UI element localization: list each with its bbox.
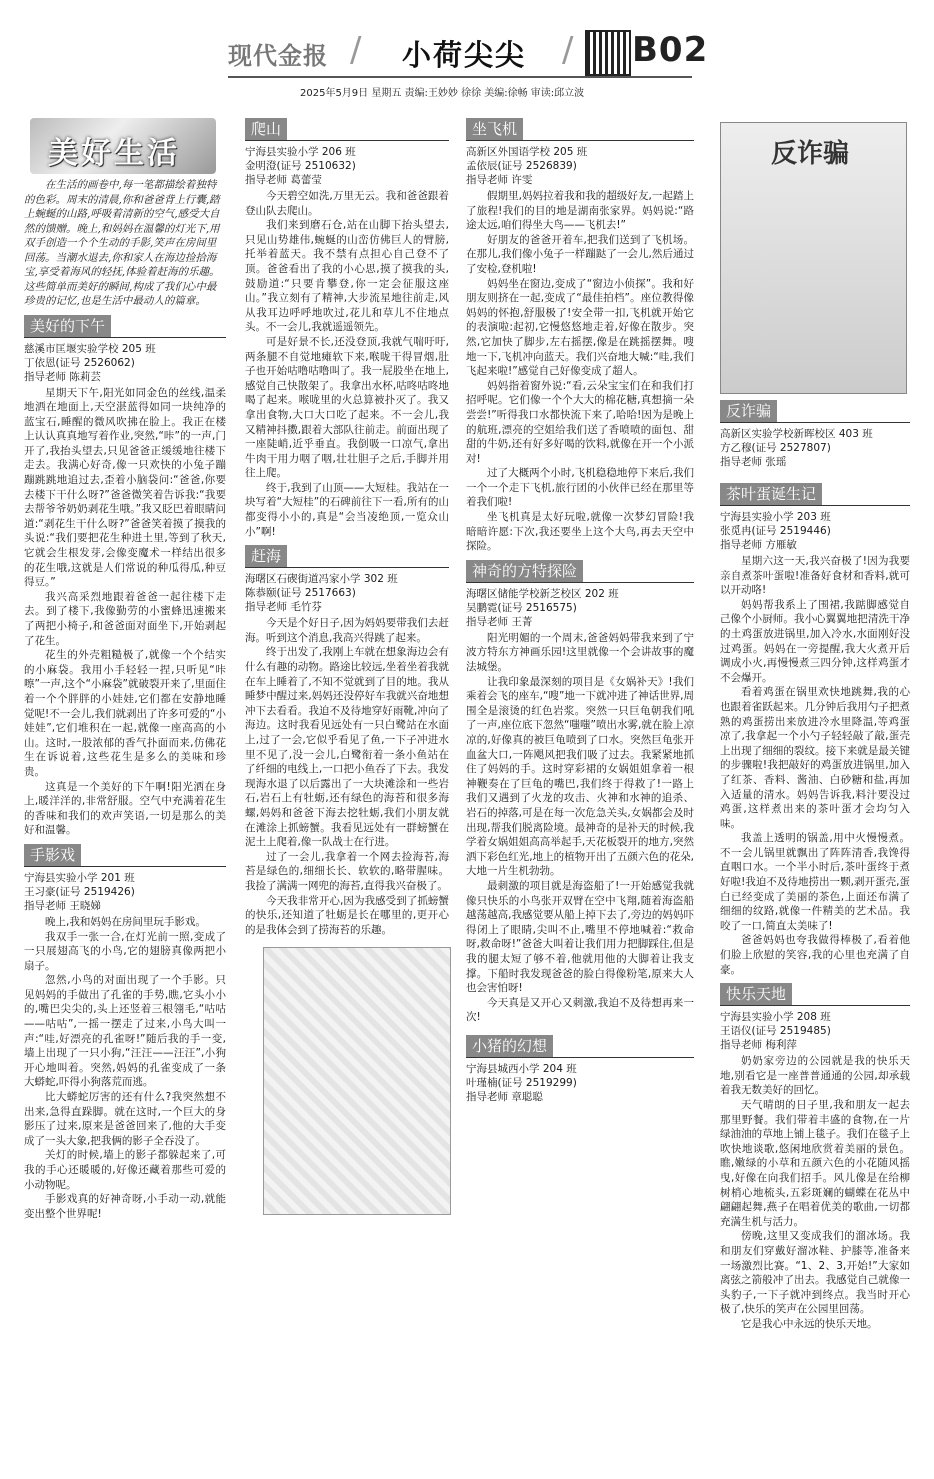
article-body	[24, 386, 226, 838]
article-body	[245, 189, 449, 539]
paragraph: 星期天下午,阳光如同金色的丝线,温柔地洒在地面上,天空湛蓝得如同一块纯净的蓝宝石,睡醒的微风吹拂在脸上。我正在楼上认认真真地写着作业,突然,“咔”的一声,门开了,我抬头望去,只见爸爸正缓缓地往楼下走去。我满心好奇,像一只欢快的小兔子蹦蹦跳跳地追过去,歪着小脑袋问:“爸爸,你要去楼下干什么呀?”爸爸微笑着告诉我:“我要去帮爷爷奶奶剥花生哦。”我又眨巴着眼睛问道:“剥花生干什么呀?”爸爸笑着摸了摸我的头说:“我们要把花生种进土里,等到了秋天,它就会生根发芽,会像变魔术一样结出很多的花生哦,这就是人们常说的种瓜得瓜,种豆得豆。”	[24, 386, 226, 589]
article-title-bar	[245, 118, 449, 141]
paragraph: 好朋友的爸爸开着车,把我们送到了飞机场。在那儿,我们像小兔子一样蹦跶了一会儿,然后通过了安检,登机啦!	[466, 233, 694, 275]
paragraph: 看着鸡蛋在锅里欢快地跳舞,我的心也跟着雀跃起来。几分钟后我用勺子把煮熟的鸡蛋捞出来放进冷水里降温,等鸡蛋凉了,我拿起一个小勺子轻轻敲了敲,蛋壳上出现了细细的裂纹。接下来就是最关键的步骤啦!我把敲好的鸡蛋放进锅里,加入了红茶、香料、酱油、白砂糖和盐,再加入适量的清水。妈妈告诉我,料汁要没过鸡蛋,这样煮出来的茶叶蛋才会均匀入味。	[720, 686, 910, 830]
column-2	[245, 118, 449, 1225]
article-author: 方乙穆(证号 2527807)	[720, 442, 831, 454]
paragraph: 我们来到磨石仓,站在山脚下抬头望去,只见山势雄伟,蜿蜒的山峦仿佛巨人的臂膀,托举着蓝天。我不禁有点担心自己登不了顶。爸爸看出了我的小心思,摸了摸我的头,鼓励道:“只要肯攀登,你一定会征服这座山。”我立刻有了精神,大步流星地往前走,风从我耳边呼呼地吹过,花儿和草儿不住地点头。不一会儿,我就遥遥领先。	[245, 219, 449, 334]
paragraph: 傍晚,这里又变成我们的溜冰场。我和朋友们穿戴好溜冰鞋、护膝等,准备来一场激烈比赛。“1、2、3,开始!”大家如离弦之箭般冲了出去。我感觉自己就像一头豹子,一下子就冲到终点。我当时开心极了,快乐的笑声在公园里回荡。	[720, 1230, 910, 1316]
paragraph: 终于出发了,我刚上车就在想象海边会有什么有趣的动物。路途比较远,坐着坐着我就在车上睡着了,不知不觉就到了目的地。我从睡梦中醒过来,妈妈还没停好车我就兴奋地想冲下去看看。我迫不及待地穿好雨靴,冲向了海边。这时我看见远处有一只白鹭站在水面上,过了一会,它似乎看见了鱼,一下子冲进水里不见了,没一会儿,白鹭衔着一条小鱼站在了纤细的电线上,一口把小鱼吞了下去。我发现海水退了以后露出了一大块滩涂和一些岩石,岩石上有牡蛎,还有绿色的海苔和很多海螺,妈妈和爸爸下海去挖牡蛎,我们小朋友就在滩涂上抓螃蟹。我看见远处有一群螃蟹在泥土上爬着,像一队战士在行进。	[245, 646, 449, 849]
paragraph: 这真是一个美好的下午啊!阳光洒在身上,暖洋洋的,非常舒服。空气中充满着花生的香味和我们的欢声笑语,一切是那么的美好和温馨。	[24, 780, 226, 837]
column-3	[466, 118, 694, 1104]
article-teacher: 指导老师 张瑶	[720, 456, 787, 468]
article-title: 神奇的方特探险	[466, 560, 583, 582]
paragraph: 我兴高采烈地跟着爸爸一起往楼下走去。到了楼下,我像勤劳的小蜜蜂迅速搬来了两把小椅子,和爸爸面对面坐下,开始剥起了花生。	[24, 590, 226, 647]
paragraph: 过了一会儿,我拿着一个网去捡海苔,海苔是绿色的,细细长长、软软的,略带腥味。我捡了满满一网兜的海苔,直得我兴奋极了。	[245, 850, 449, 892]
article-title-bar	[466, 118, 694, 141]
paragraph: 今天我非常开心,因为我感受到了抓螃蟹的快乐,还知道了牡蛎是长在哪里的,更开心的是我体会到了捞海苔的乐趣。	[245, 894, 449, 936]
article-body	[24, 915, 226, 1221]
article-teacher: 指导老师 陈莉芸	[24, 370, 101, 383]
article-teacher: 指导老师 梅利萍	[720, 1039, 797, 1052]
article-title-bar	[720, 483, 910, 506]
divider-slash: /	[350, 30, 362, 70]
article-body	[720, 554, 910, 977]
illustration-piggy-drawing	[263, 947, 451, 1215]
paragraph: 让我印象最深刻的项目是《女娲补天》!我们乘着会飞的座车,“嗖”地一下就冲进了神话世界,周围全是滚烫的红色岩浆。突然一只巨龟朝我们吼了一声,座位底下忽然“嗤嗤”喷出水雾,就在脸上凉凉的,好像真的被巨龟喷到了口水。突然巨龟张开血盆大口,一阵飓风把我们吸了过去。我紧紧地抓住了妈妈的手。这时穿彩裙的女娲姐姐拿着一根神鞭奏在了巨龟的嘴巴,我们终于得救了!一路上我们又遇到了火龙的攻击、火神和水神的追杀、岩石的掉落,可是在每一次危急关头,女娲都会及时出现,帮我们脱离险境。最神奇的是补天的时候,我学着女娲姐姐高高举起手,天花板裂开的地方,突然洒下彩色红光,地上的植物开出了五颜六色的花朵,大地一片生机勃勃。	[466, 675, 694, 878]
paragraph: 忽然,小鸟的对面出现了一个手影。只见妈妈的手做出了孔雀的手势,瞧,它头小小的,嘴巴尖尖的,头上还竖着三根翎毛,“咕咕——咕咕”,一摇一摆走了过来,小鸟大叫一声:“哇,好漂亮的孔雀呀!”随后我的手一变,墙上出现了一只小狗,“汪汪——汪汪”,小狗开心地叫着。突然,妈妈的孔雀变成了一条大蟒蛇,吓得小狗落荒而逃。	[24, 974, 226, 1089]
paragraph: 比大蟒蛇厉害的还有什么?我突然想不出来,急得直跺脚。就在这时,一个巨大的身影压了过来,原来是爸爸回来了,他的大手变成了一头大象,把我俩的影子全吞没了。	[24, 1091, 226, 1147]
paragraph: 星期六这一天,我兴奋极了!因为我要亲自煮茶叶蛋啦!准备好食材和香料,就可以开动咯!	[720, 555, 910, 597]
dateline: 2025年5月9日 星期五 责编:王妙妙 徐徐 美编:徐畅 审读:邱立波	[300, 88, 585, 99]
divider-slash: /	[562, 30, 574, 70]
article-title: 手影戏	[24, 844, 81, 866]
article-teacher: 指导老师 许雯	[466, 174, 533, 186]
article-teacher: 指导老师 方雁敏	[720, 539, 797, 551]
qr-code-icon[interactable]	[585, 30, 631, 76]
article-title-bar	[720, 400, 910, 423]
paragraph: 爸爸妈妈也夸我做得棒极了,看着他们脸上欣慰的笑容,我的心里也充满了自豪。	[720, 934, 910, 976]
paragraph: 过了大概两个小时,飞机稳稳地停下来后,我们一个一个走下飞机,旅行团的小伙伴已经在那里等着我们啦!	[466, 467, 694, 509]
article-author: 吴鹏霓(证号 2516575)	[466, 601, 577, 614]
article-teacher: 指导老师 王菁	[466, 615, 533, 628]
article-title: 快乐天地	[720, 983, 792, 1005]
article-school: 宁海县实验小学 203 班	[720, 511, 831, 523]
article-title-bar	[720, 983, 910, 1006]
paragraph: 最刺激的项目就是海盗船了!一开始感觉我就像只快乐的小鸟张开双臂在空中飞翔,随着海盗船越荡越高,我感觉要从船上掉下去了,旁边的妈妈吓得闭上了眼睛,尖叫不止,嘴里不停地喊着:“救命呀,救命呀!”爸爸大叫着让我们用力把脚踩住,但是我的腿太短了够不着,他就用他的大脚着让我支撑。下船时我发现爸爸的脸白得像粉笔,原来大人也会害怕呀!	[466, 879, 694, 995]
paper-name: 现代金报	[228, 42, 328, 70]
paragraph: 今天真是又开心又刺激,我迫不及待想再来一次!	[466, 996, 694, 1024]
article-body	[466, 631, 694, 1025]
column-1	[24, 118, 226, 1221]
article-title-bar	[24, 315, 226, 338]
column-4	[720, 118, 910, 1332]
article-teacher: 指导老师 毛竹芬	[245, 601, 322, 614]
article-school: 宁海县实验小学 206 班	[245, 146, 356, 158]
article-author: 王语仪(证号 2519485)	[720, 1025, 831, 1038]
paragraph: 坐飞机真是太好玩啦,就像一次梦幻冒险!我暗暗许愿:下次,我还要坐上这个大鸟,再去天空中探险。	[466, 511, 694, 553]
paragraph: 它是我心中永远的快乐天地。	[741, 1317, 878, 1330]
paragraph: 晚上,我和妈妈在房间里玩手影戏。	[45, 915, 206, 928]
paragraph: 假期里,妈妈拉着我和我的超级好友,一起踏上了旅程!我们的目的地是湖南张家界。妈妈说:“路途太远,咱们得坐大鸟——飞机去!”	[466, 190, 694, 232]
article-author: 王习豪(证号 2519426)	[24, 885, 135, 898]
article-school: 宁海县实验小学 201 班	[24, 871, 135, 884]
article-title-bar	[466, 1035, 694, 1058]
article-title: 美好的下午	[24, 315, 111, 337]
page-number: B02	[632, 30, 709, 70]
article-title: 赶海	[245, 545, 287, 567]
article-title: 茶叶蛋诞生记	[720, 483, 822, 505]
article-title: 爬山	[245, 118, 287, 140]
paragraph: 关灯的时候,墙上的影子都躲起来了,可我的手心还暖暖的,好像还藏着那些可爱的小动物呢。	[24, 1149, 226, 1191]
article-teacher: 指导老师 王晓娣	[24, 899, 101, 912]
paragraph: 今天是个好日子,因为妈妈要带我们去赶海。听到这个消息,我高兴得跳了起来。	[245, 617, 449, 644]
article-teacher: 指导老师 章聪聪	[466, 1090, 543, 1103]
article-school: 慈溪市匡堰实验学校 205 班	[24, 342, 156, 355]
article-title-bar	[245, 545, 449, 568]
article-author: 孟依辰(证号 2526839)	[466, 160, 577, 172]
article-school: 高新区外国语学校 205 班	[466, 146, 588, 158]
paragraph: 阳光明媚的一个周末,爸爸妈妈带我来到了宁波方特东方神画乐园!这里就像一个会讲故事的魔法城堡。	[466, 631, 694, 674]
section-name: 小荷尖尖	[402, 38, 527, 72]
article-author: 张觅冉(证号 2519446)	[720, 525, 831, 537]
banner-text: 美好生活	[48, 136, 180, 171]
article-title: 坐飞机	[466, 118, 523, 140]
paragraph: 妈妈坐在窗边,变成了“窗边小侦探”。我和好朋友则挤在一起,变成了“最佳拍档”。座位教得像妈妈的怀抱,舒服极了!安全带一扣,飞机就开始它的表演啦:起初,它慢悠悠地走着,好像在散步。突然,它加快了脚步,左右摇摆,像是在跳摇摆舞。嗖地一下,飞机冲向蓝天。我们兴奋地大喊:“哇,我们飞起来啦!”感觉自己好像变成了超人。	[466, 277, 694, 378]
paragraph: 妈妈指着窗外说:“看,云朵宝宝们在和我们打招呼呢。它们像一个个大大的棉花糖,真想摘一朵尝尝!”听得我口水都快流下来了,哈哈!因为是晚上的航班,漂亮的空姐给我们送了香喷喷的面包、甜甜的牛奶,还有好多好喝的饮料,就像在开一个小派对!	[466, 379, 694, 465]
article-school: 海曙区储能学校新芝校区 202 班	[466, 587, 619, 600]
paragraph: 手影戏真的好神奇呀,小手动一动,就能变出整个世界呢!	[24, 1193, 226, 1220]
paragraph: 我盖上透明的锅盖,用中火慢慢煮。不一会儿锅里就飘出了阵阵清香,我馋得直咽口水。一个半小时后,茶叶蛋终于煮好啦!我迫不及待地捞出一颗,剥开蛋壳,蛋白已经变成了美丽的茶色,上面还布满了细细的纹路,就像一件精美的艺术品。我咬了一口,简直太美味了!	[720, 832, 910, 932]
header-rule	[228, 76, 692, 78]
article-title: 小猪的幻想	[466, 1035, 553, 1057]
article-teacher: 指导老师 葛蕾莹	[245, 174, 322, 186]
banner-image	[30, 118, 216, 174]
paragraph: 今天碧空如洗,万里无云。我和爸爸跟着登山队去爬山。	[245, 190, 449, 217]
article-body	[245, 616, 449, 937]
article-title-bar	[24, 844, 226, 867]
article-author: 金明澄(证号 2510632)	[245, 160, 356, 172]
article-title: 反诈骗	[720, 400, 777, 422]
masthead	[0, 0, 934, 100]
article-school: 宁海县实验小学 208 班	[720, 1011, 831, 1024]
paragraph: 花生的外壳粗糙极了,就像一个个结实的小麻袋。我用小手轻轻一捏,只听见“咔嚓”一声,这个“小麻袋”就破裂开来了,里面住着一个个胖胖的小娃娃,它们都在安静地睡觉呢!不一会儿,我们就剥出了许多可爱的“小娃娃”,它们堆积在一起,就像一座高高的小山。这时,一股浓郁的香气扑面而来,仿佛花生在诉说着,这些花生是多么的美味和珍贵。	[24, 649, 226, 778]
article-author: 陈恭颐(证号 2517663)	[245, 587, 356, 600]
article-body	[720, 1054, 910, 1331]
article-author: 丁依恩(证号 2526062)	[24, 356, 135, 369]
poster-title: 反诈骗	[771, 139, 850, 169]
article-author: 叶瑾楠(证号 2519299)	[466, 1076, 577, 1089]
paragraph: 天气晴朗的日子里,我和朋友一起去那里野餐。我们带着丰盛的食物,在一片绿油油的草地上铺上毯子。我们在毯子上吹快地谈歌,悠闲地欣赏着美丽的景色。瞧,嫩绿的小草和五颜六色的小花随风摇曳,好像在向我们招手。风儿像是在给柳树梢心地梳头,五彩斑斓的蝴蝶在花丛中翩翩起舞,燕子在唱着优美的歌曲,一切都充满生机与活力。	[720, 1099, 910, 1228]
illustration-anti-fraud-poster	[720, 122, 907, 394]
article-school: 高新区实验学校新晖校区 403 班	[720, 428, 873, 440]
intro-text: 在生活的画卷中,每一笔都描绘着独特的色彩。周末的清晨,你和爸爸背上行囊,踏上蜿蜒的山路,呼吸着清新的空气,感受大自然的馈赠。晚上,和妈妈在温馨的灯光下,用双手创造一个个生动的手影,笑声在房间里回荡。当潮水退去,你和家人在海边捡拾海宝,享受着海风的轻抚,体验着赶海的乐趣。这些简单而美好的瞬间,构成了我们心中最珍贵的记忆,也是生活中最动人的篇章。	[24, 179, 220, 307]
article-school: 海曙区石碶街道冯家小学 302 班	[245, 573, 398, 586]
paragraph: 我双手一张一合,在灯光前一照,变成了一只展翅高飞的小鸟,它的翅膀真像两把小扇子。	[24, 930, 226, 972]
article-school: 宁海县城西小学 204 班	[466, 1062, 577, 1075]
article-body	[466, 189, 694, 554]
paragraph: 终于,我到了山顶——大短桂。我站在一块写着“大短桂”的石碑前往下一看,所有的山都变得小小的,真是“会当凌绝顶,一览众山小”啊!	[245, 481, 449, 538]
article-title-bar	[466, 560, 694, 583]
paragraph: 奶奶家旁边的公园就是我的快乐天地,别看它是一座普普通通的公园,却承载着我无数美好的回忆。	[720, 1055, 910, 1097]
paragraph: 可是好景不长,还没登顶,我就气喘吁吁,两条腿不自觉地瘫软下来,喉咙干得冒烟,肚子也开始咕噜咕噜叫了。我一屁股坐在地上,感觉自己快散架了。我拿出水杯,咕咚咕咚地喝了起来。喉咙里的火总算被扑灭了。我又拿出食物,大口大口吃了起来。不一会儿,我又精神抖擞,跟着大部队往前走。前面出现了一座陡峭,近乎垂直。我倒吸一口凉气,拿出牛肉干用力咽了咽,壮壮胆子之后,手脚并用往上爬。	[245, 335, 449, 480]
paragraph: 妈妈帮我系上了围裙,我踮脚感觉自己像个小厨师。我小心翼翼地把清洗干净的土鸡蛋放进锅里,加入冷水,水面刚好没过鸡蛋。妈妈在一旁提醒,我大火煮开后调成小火,再慢慢煮三四分钟,这样鸡蛋才不会爆开。	[720, 598, 910, 684]
